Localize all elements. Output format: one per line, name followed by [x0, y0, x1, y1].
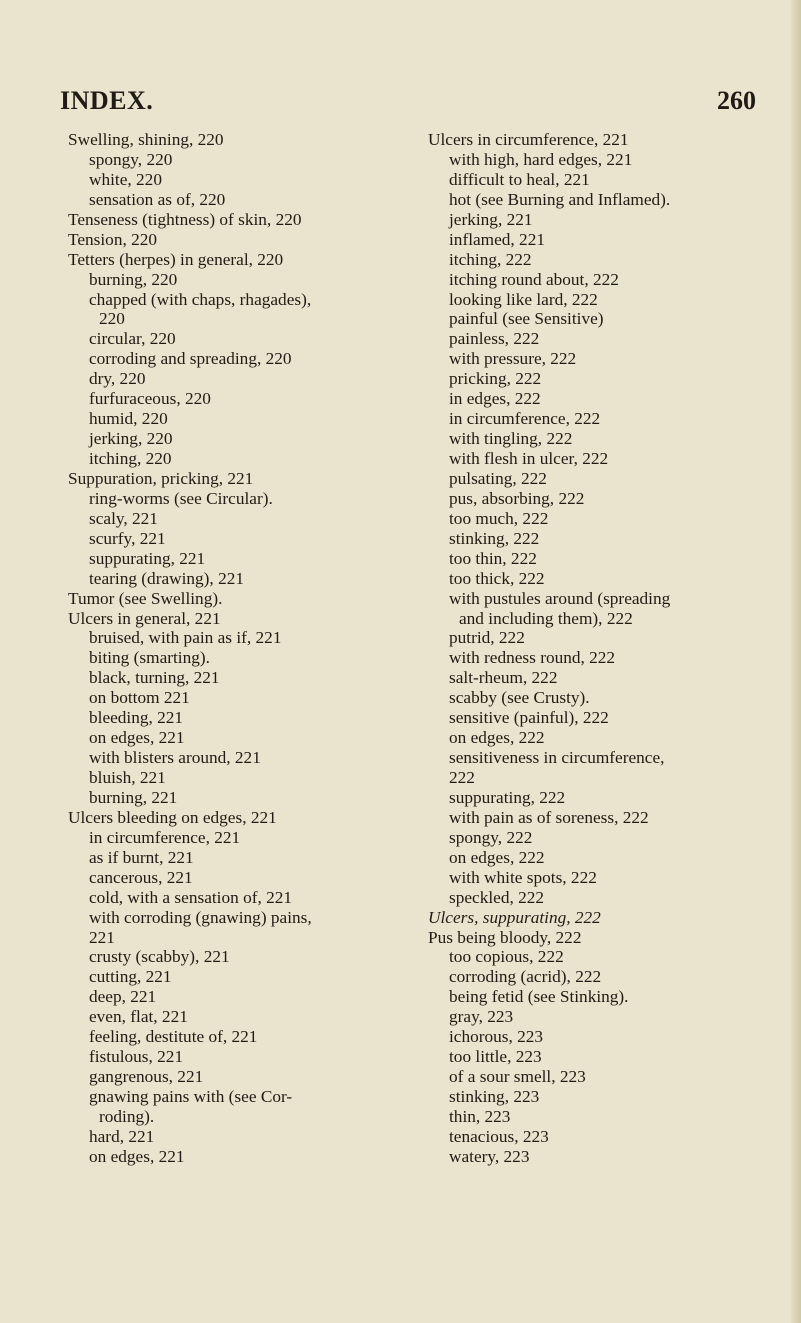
index-entry: cold, with a sensation of, 221	[89, 887, 293, 907]
index-entry: Tumor (see Swelling).	[68, 588, 223, 608]
index-entry: with white spots, 222	[449, 867, 597, 887]
index-entry: on edges, 222	[449, 728, 545, 748]
index-entry: hot (see Burning and Inflamed).	[449, 189, 671, 209]
index-entry: on edges, 221	[89, 1146, 185, 1166]
index-entry: in circumference, 221	[89, 827, 241, 847]
index-entry: with corroding (gnawing) pains,	[89, 907, 312, 927]
index-entry: gangrenous, 221	[89, 1067, 204, 1087]
index-entry: painful (see Sensitive)	[449, 309, 604, 329]
index-entry: jerking, 221	[449, 209, 533, 229]
index-column-left	[68, 130, 410, 1167]
index-entry: with tingling, 222	[449, 429, 573, 449]
index-entry: salt-rheum, 222	[449, 668, 558, 688]
page-header	[60, 86, 756, 126]
index-entry: gray, 223	[449, 1007, 514, 1027]
index-entry: fistulous, 221	[89, 1047, 184, 1067]
index-entry: watery, 223	[449, 1146, 530, 1166]
index-entry: and including them), 222	[459, 608, 633, 628]
index-entry: with redness round, 222	[449, 648, 616, 668]
index-entry: difficult to heal, 221	[449, 169, 590, 189]
index-entry: Ulcers in circumference, 221	[428, 130, 629, 149]
index-entry: on bottom 221	[89, 688, 190, 708]
index-entry: scurfy, 221	[89, 528, 166, 548]
index-entry: humid, 220	[89, 409, 168, 429]
index-entry: speckled, 222	[449, 887, 545, 907]
index-entry: chapped (with chaps, rhagades),	[89, 289, 312, 309]
index-entry: furfuraceous, 220	[89, 389, 211, 409]
index-entry: corroding (acrid), 222	[449, 967, 602, 987]
index-entry: with blisters around, 221	[89, 748, 261, 768]
page-edge	[791, 0, 801, 1323]
index-entry: ichorous, 223	[449, 1027, 544, 1047]
index-entry: burning, 221	[89, 787, 178, 807]
index-entry: roding).	[99, 1106, 155, 1126]
index-entry: too much, 222	[449, 508, 549, 528]
index-entry: of a sour smell, 223	[449, 1067, 586, 1087]
index-entry: thin, 223	[449, 1106, 511, 1126]
index-entry: sensation as of, 220	[89, 189, 226, 209]
index-entry: spongy, 220	[89, 149, 173, 169]
index-entry: putrid, 222	[449, 628, 525, 648]
index-entry: scaly, 221	[89, 508, 158, 528]
index-entry: Tension, 220	[68, 229, 158, 249]
index-entry: stinking, 223	[449, 1087, 540, 1106]
index-entry: Ulcers bleeding on edges, 221	[68, 807, 277, 827]
index-entry: burning, 220	[89, 269, 178, 289]
index-entry: 221	[89, 927, 115, 947]
index-entry: being fetid (see Stinking).	[449, 987, 629, 1007]
index-entry: suppurating, 221	[89, 548, 206, 568]
index-entry: too little, 223	[449, 1047, 542, 1067]
index-entry: as if burnt, 221	[89, 847, 194, 867]
index-entry: bleeding, 221	[89, 708, 184, 728]
index-entry: cancerous, 221	[89, 867, 193, 887]
index-entry: itching, 222	[449, 249, 532, 269]
index-entry: Tenseness (tightness) of skin, 220	[68, 209, 302, 229]
index-entry: with high, hard edges, 221	[449, 149, 633, 169]
index-entry: pus, absorbing, 222	[449, 488, 585, 508]
index-entry: scabby (see Crusty).	[449, 688, 590, 708]
index-entry: in edges, 222	[449, 389, 541, 409]
index-entry: suppurating, 222	[449, 787, 566, 807]
index-entry: jerking, 220	[89, 429, 173, 449]
index-entry: stinking, 222	[449, 528, 540, 548]
index-column-right	[428, 130, 780, 1167]
index-entry: gnawing pains with (see Cor-	[89, 1087, 293, 1106]
index-entry: sensitiveness in circumference,	[449, 748, 665, 768]
index-entry: circular, 220	[89, 329, 176, 349]
index-entry: Tetters (herpes) in general, 220	[68, 249, 284, 269]
index-entry: too copious, 222	[449, 947, 564, 967]
index-entry: spongy, 222	[449, 827, 533, 847]
index-entry: feeling, destitute of, 221	[89, 1027, 258, 1047]
index-entry: deep, 221	[89, 987, 157, 1007]
index-entry: Suppuration, pricking, 221	[68, 468, 254, 488]
index-entry: painless, 222	[449, 329, 540, 349]
page-title: INDEX.	[60, 86, 154, 115]
index-entry: too thin, 222	[449, 548, 537, 568]
index-entry: itching, 220	[89, 449, 172, 468]
index-entry: Ulcers, suppurating, 222	[428, 907, 601, 927]
index-entry: white, 220	[89, 169, 162, 189]
index-entry: with pain as of soreness, 222	[449, 807, 649, 827]
index-entry: 220	[99, 309, 125, 329]
index-entry: pulsating, 222	[449, 468, 547, 488]
index-entry: corroding and spreading, 220	[89, 349, 292, 369]
index-entry: inflamed, 221	[449, 229, 545, 249]
index-entry: with pressure, 222	[449, 349, 577, 369]
index-entry: with flesh in ulcer, 222	[449, 449, 609, 468]
index-entry: with pustules around (spreading	[449, 588, 671, 608]
index-entry: itching round about, 222	[449, 269, 619, 289]
index-entry: 222	[449, 768, 475, 787]
index-entry: on edges, 222	[449, 847, 545, 867]
index-entry: too thick, 222	[449, 568, 545, 588]
index-entry: tearing (drawing), 221	[89, 568, 244, 588]
index-entry: crusty (scabby), 221	[89, 947, 230, 967]
index-entry: cutting, 221	[89, 967, 172, 987]
index-entry: Ulcers in general, 221	[68, 608, 221, 628]
index-entry: Pus being bloody, 222	[428, 927, 582, 947]
index-entry: in circumference, 222	[449, 409, 601, 429]
index-entry: hard, 221	[89, 1126, 155, 1146]
index-entry: sensitive (painful), 222	[449, 708, 609, 728]
index-entry: bruised, with pain as if, 221	[89, 628, 282, 648]
index-entry: even, flat, 221	[89, 1007, 188, 1027]
index-entry: on edges, 221	[89, 728, 185, 748]
index-entry: looking like lard, 222	[449, 289, 598, 309]
index-entry: black, turning, 221	[89, 668, 220, 688]
index-entry: dry, 220	[89, 369, 146, 389]
index-entry: pricking, 222	[449, 369, 542, 389]
index-entry: bluish, 221	[89, 768, 166, 787]
page-number: 260	[717, 86, 756, 115]
index-entry: Swelling, shining, 220	[68, 130, 224, 149]
index-entry: tenacious, 223	[449, 1126, 549, 1146]
index-entry: ring-worms (see Circular).	[89, 488, 273, 508]
index-entry: biting (smarting).	[89, 648, 210, 668]
